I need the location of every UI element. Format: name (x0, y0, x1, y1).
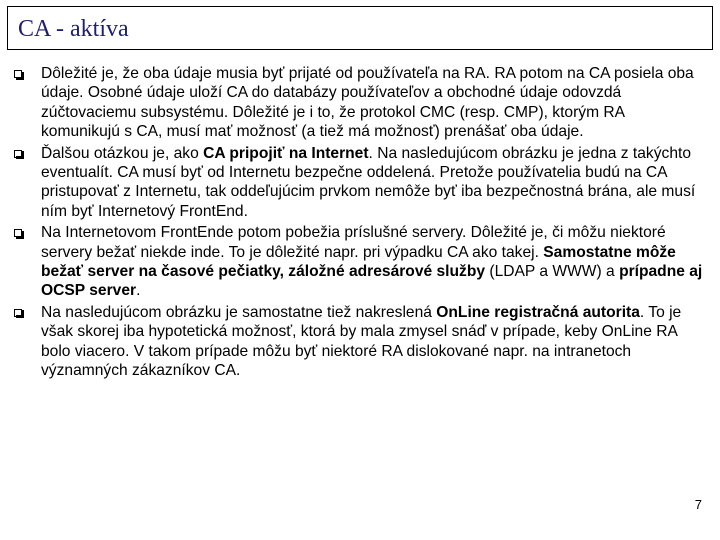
slide-title-box (7, 6, 713, 50)
text-segment: (LDAP a WWW) a (485, 263, 620, 281)
square-bullet-icon (14, 150, 22, 158)
bold-text-segment: CA pripojiť na Internet (203, 144, 369, 162)
page-number: 7 (694, 497, 702, 512)
text-segment: Na Internetovom FrontEnde potom pobežia príslušné servery. Dôležité je, či môžu niektoré servery bežať niekde inde. To je dôležité napr. pri výpadku CA ako takej. (41, 224, 666, 261)
bullet-text (41, 65, 694, 140)
text-segment: Na nasledujúcom obrázku je samostatne tiež nakreslená (41, 303, 437, 321)
text-segment: Ďalšou otázkou je, ako (41, 144, 204, 162)
bullet-item (14, 144, 704, 222)
bullet-item (14, 223, 704, 301)
text-segment: . (136, 282, 141, 300)
bold-text-segment: OnLine registračná autorita (436, 303, 640, 321)
square-bullet-icon (14, 229, 22, 237)
bullet-list (14, 64, 704, 383)
bullet-text (41, 224, 702, 299)
text-segment: . To je však skorej iba hypotetická možnosť, ktorá by mala zmysel snáď v prípade, keby OnLine RA bolo viacero. V takom prípade môžu byť niektoré RA dislokované napr. na intranetoch významných zákazníkov CA. (41, 303, 682, 380)
square-bullet-icon (14, 309, 22, 317)
slide-title: CA - aktíva (18, 16, 129, 42)
bullet-item (14, 303, 704, 381)
square-bullet-icon (14, 70, 22, 78)
bullet-text (41, 145, 695, 220)
text-segment: . Na nasledujúcom obrázku je jedna z takýchto eventualít. CA musí byť od Internetu bezpečne oddelená. Pretože používatelia budú na CA pristupovať z Internetu, tak oddeľujúcim prvkom nemôže byť iba bezpečnostná brána, ale musí ním byť Internetový FrontEnd. (41, 144, 696, 220)
bullet-text (41, 304, 681, 379)
bullet-item (14, 64, 704, 142)
bold-text-segment: Samostatne môže bežať server na časové pečiatky, záložné adresárové služby (41, 243, 676, 281)
text-segment: Dôležité je, že oba údaje musia byť prijaté od používateľa na RA. RA potom na CA posiela oba údaje. Osobné údaje uloží CA do databázy používateľov a obchodné údaje odovzdá zúčtovaciemu subsystému. Dôležité je i to, že protokol CMC (resp. CMP), ktorým RA komunikujú s CA, musí mať možnosť (a tiež má možnosť) prenášať oba údaje. (41, 65, 694, 141)
bold-text-segment: prípadne aj OCSP server (41, 263, 703, 300)
